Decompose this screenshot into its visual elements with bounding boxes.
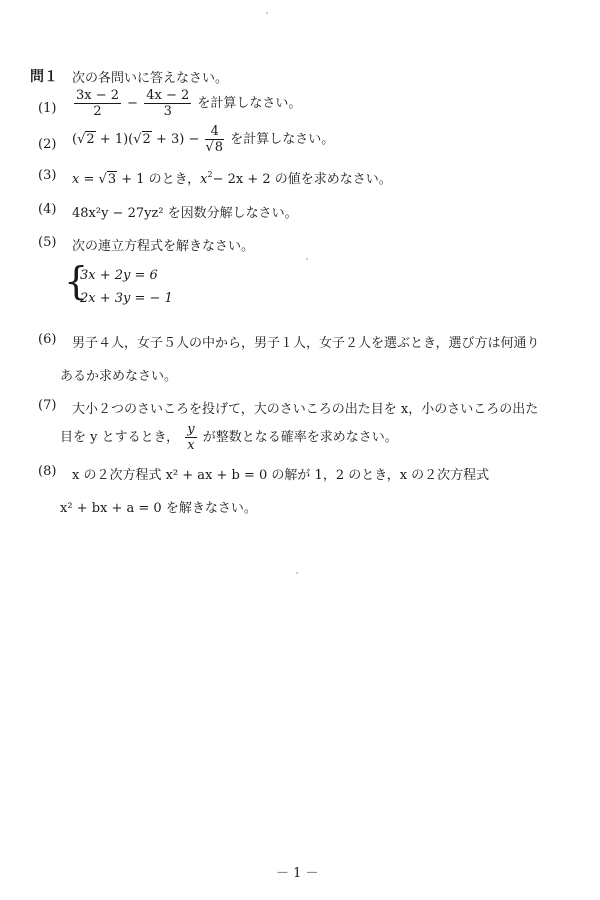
scan-speck [266, 12, 268, 14]
fraction-2-numerator: 4x − 2 [146, 88, 190, 103]
fraction-y: y [187, 422, 195, 437]
item-number-7: (7) [38, 398, 57, 413]
item-2-expression [72, 124, 334, 155]
paren-open: ( [72, 132, 78, 147]
item-3-expression [72, 168, 392, 187]
fraction-2 [144, 88, 191, 119]
question-heading-text: 次の各問いに答えなさい。 [72, 71, 229, 86]
item-number-2: (2) [38, 137, 57, 152]
item-1-expression [72, 88, 301, 119]
sqrt-symbol: √ [98, 172, 107, 187]
sqrt-1: 2 [86, 132, 95, 147]
exponent: 2 [207, 170, 213, 179]
item-2-text: を計算しなさい。 [230, 132, 335, 147]
item-4-text: 48x²y − 27yz² を因数分解しなさい。 [72, 206, 298, 221]
equation-1: 3x + 2y = 6 [80, 268, 158, 283]
item-number-6: (6) [38, 332, 57, 347]
item-3-rest: − 2x + 2 の値を求めなさい。 [212, 172, 392, 187]
item-1-text: を計算しなさい。 [197, 96, 302, 111]
scan-speck [306, 258, 308, 260]
item-5-text: 次の連立方程式を解きなさい。 [72, 239, 255, 254]
sqrt-2: 2 [142, 132, 151, 147]
item-number-8: (8) [38, 464, 57, 479]
item-number-3: (3) [38, 168, 57, 183]
item-7-line-2-b: が整数となる確率を求めなさい。 [202, 430, 398, 445]
item-7-line-2-a: 目を y とするとき， [60, 430, 180, 445]
sqrt-8: 8 [214, 140, 224, 155]
fraction-3-numerator: 4 [205, 124, 224, 140]
item-7-line-1: 大小２つのさいころを投げて，大のさいころの出た目を x，小のさいころの出た [72, 402, 539, 417]
system-brace: { [64, 259, 89, 303]
item-8-line-2: x² + bx + a = 0 を解きなさい。 [60, 501, 257, 516]
equation-2: 2x + 3y = − 1 [80, 291, 173, 306]
fraction-1 [74, 88, 121, 119]
scan-speck [296, 572, 298, 574]
equals: = [79, 172, 99, 187]
item-3-condition: + 1 のとき， [117, 172, 201, 187]
item-7-line-2 [60, 422, 398, 453]
expr-rest-2: + 3) − [151, 132, 200, 147]
fraction-y-over-x [185, 422, 196, 453]
var-x-2: x [200, 172, 208, 187]
fraction-3 [205, 124, 224, 155]
minus-sign: − [127, 96, 139, 111]
expr-rest-1: + 1)( [95, 132, 134, 147]
fraction-3-denominator: √8 [205, 140, 224, 155]
sqrt-3: 3 [107, 172, 117, 187]
item-number-1: (1) [38, 101, 57, 116]
fraction-x: x [187, 438, 195, 453]
item-number-5: (5) [38, 235, 57, 250]
question-heading-label: 問１ [30, 69, 58, 85]
sqrt-symbol: √ [77, 132, 86, 147]
item-6-line-2: あるか求めなさい。 [60, 369, 178, 384]
var-x: x [72, 172, 80, 187]
item-number-4: (4) [38, 202, 57, 217]
item-6-line-1: 男子４人，女子５人の中から，男子１人，女子２人を選ぶとき，選び方は何通り [72, 336, 540, 351]
page-number: － 1 － [276, 866, 319, 881]
fraction-2-denominator: 3 [163, 104, 172, 119]
fraction-1-denominator: 2 [93, 104, 102, 119]
fraction-1-numerator: 3x − 2 [76, 88, 120, 103]
item-8-line-1: x の２次方程式 x² + ax + b = 0 の解が 1，2 のとき，x の２次方程式 [72, 468, 490, 483]
sqrt-symbol: √ [133, 132, 142, 147]
